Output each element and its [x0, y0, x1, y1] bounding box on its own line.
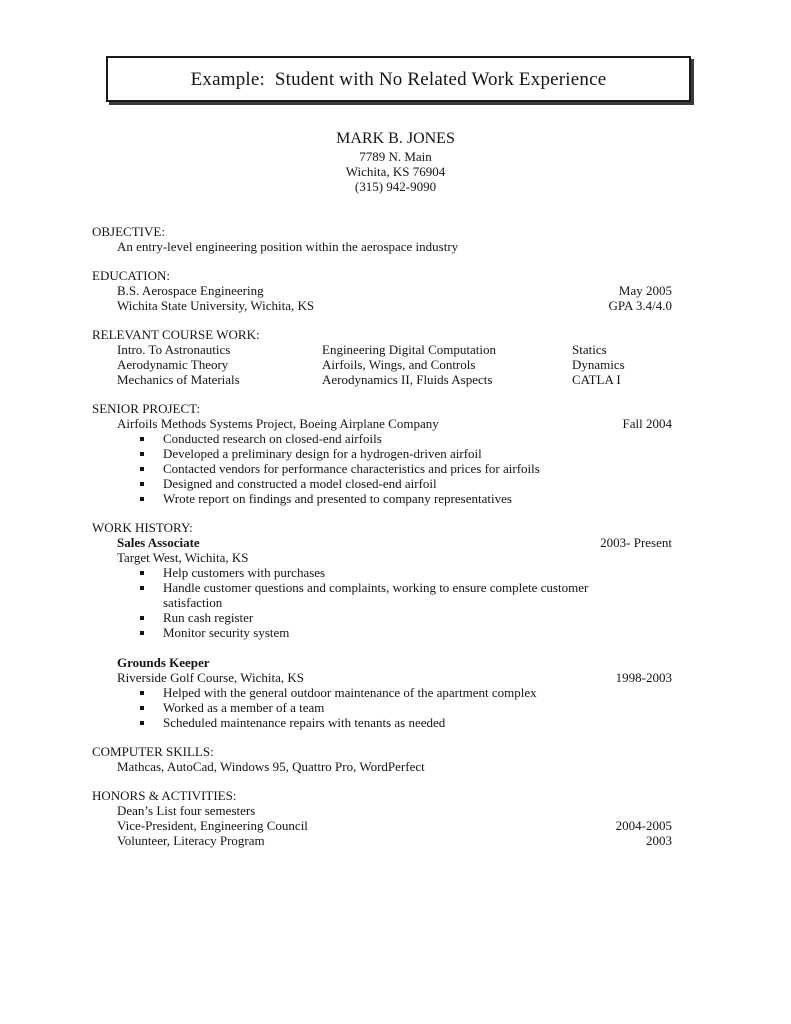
section-education	[92, 268, 672, 313]
honors-item-text: Volunteer, Literacy Program	[117, 833, 265, 848]
banner-box	[106, 56, 691, 102]
senior-project-title-row	[117, 416, 672, 431]
bullet-text: Wrote report on findings and presented to company representatives	[163, 491, 512, 506]
course-item: Intro. To Astronautics	[117, 342, 231, 357]
education-degree-date: May 2005	[618, 283, 672, 298]
contact-address-line2: Wichita, KS 76904	[345, 164, 446, 179]
list-item	[140, 446, 672, 461]
job-entry	[92, 655, 672, 730]
education-degree-row	[117, 283, 672, 298]
job-bullets	[92, 565, 672, 640]
list-item	[140, 715, 672, 730]
honors-item-row	[117, 833, 672, 848]
list-item	[140, 476, 672, 491]
section-coursework	[92, 327, 672, 387]
bullet-text: Run cash register	[163, 610, 254, 625]
section-computer-skills	[92, 744, 672, 774]
job-employer: Target West, Wichita, KS	[117, 550, 249, 565]
education-gpa: GPA 3.4/4.0	[608, 298, 672, 313]
list-item	[140, 580, 672, 610]
computer-skills-text: Mathcas, AutoCad, Windows 95, Quattro Pro, WordPerfect	[117, 759, 425, 774]
section-work-history	[92, 520, 672, 730]
objective-heading: OBJECTIVE:	[92, 224, 165, 239]
education-heading: EDUCATION:	[92, 268, 170, 283]
education-degree: B.S. Aerospace Engineering	[117, 283, 264, 298]
bullet-icon	[140, 706, 144, 710]
bullet-icon	[140, 721, 144, 725]
bullet-icon	[140, 631, 144, 635]
honors-item-date: 2004-2005	[615, 818, 672, 833]
senior-project-bullets	[92, 431, 672, 506]
honors-item-row	[117, 803, 672, 818]
bullet-text: Helped with the general outdoor maintenance of the apartment complex	[163, 685, 537, 700]
course-item: Airfoils, Wings, and Controls	[322, 357, 476, 372]
bullet-icon	[140, 571, 144, 575]
bullet-icon	[140, 482, 144, 486]
contact-name: MARK B. JONES	[336, 130, 455, 147]
banner-title: Example: Student with No Related Work Experience	[190, 68, 607, 90]
job-date: 1998-2003	[615, 670, 672, 685]
senior-project-title: Airfoils Methods Systems Project, Boeing Airplane Company	[117, 416, 439, 431]
section-objective	[92, 224, 672, 254]
list-item	[140, 431, 672, 446]
coursework-column-2	[322, 342, 572, 387]
bullet-text: Handle customer questions and complaints, working to ensure complete customer satisfaction	[163, 580, 589, 610]
bullet-text: Worked as a member of a team	[163, 700, 325, 715]
list-item	[140, 461, 672, 476]
computer-skills-heading: COMPUTER SKILLS:	[92, 744, 214, 759]
honors-item-date: 2003	[646, 833, 672, 848]
section-senior-project	[92, 401, 672, 506]
course-item: Mechanics of Materials	[117, 372, 240, 387]
course-item: Dynamics	[572, 357, 625, 372]
bullet-icon	[140, 616, 144, 620]
course-item: CATLA I	[572, 372, 621, 387]
objective-text: An entry-level engineering position within the aerospace industry	[117, 239, 459, 254]
bullet-text: Contacted vendors for performance characteristics and prices for airfoils	[163, 461, 540, 476]
job-entry	[92, 535, 672, 640]
job-title-row	[117, 535, 672, 550]
job-date: 2003- Present	[600, 535, 672, 550]
course-item: Statics	[572, 342, 607, 357]
coursework-heading: RELEVANT COURSE WORK:	[92, 327, 260, 342]
contact-block	[0, 129, 791, 194]
honors-item-text: Vice-President, Engineering Council	[117, 818, 308, 833]
senior-project-heading: SENIOR PROJECT:	[92, 401, 201, 416]
section-honors	[92, 788, 672, 848]
senior-project-date: Fall 2004	[622, 416, 672, 431]
honors-heading: HONORS & ACTIVITIES:	[92, 788, 237, 803]
honors-item-row	[117, 818, 672, 833]
coursework-columns	[117, 342, 672, 387]
bullet-icon	[140, 691, 144, 695]
bullet-icon	[140, 437, 144, 441]
contact-phone: (315) 942-9090	[354, 179, 437, 194]
list-item	[140, 491, 672, 506]
contact-address-line1: 7789 N. Main	[359, 149, 432, 164]
bullet-icon	[140, 586, 144, 590]
education-school: Wichita State University, Wichita, KS	[117, 298, 315, 313]
bullet-icon	[140, 452, 144, 456]
work-history-heading: WORK HISTORY:	[92, 520, 193, 535]
course-item: Aerodynamic Theory	[117, 357, 229, 372]
list-item	[140, 685, 672, 700]
coursework-column-1	[117, 342, 322, 387]
job-title: Sales Associate	[117, 535, 200, 550]
bullet-text: Conducted research on closed-end airfoils	[163, 431, 382, 446]
bullet-text: Designed and constructed a model closed-end airfoil	[163, 476, 437, 491]
list-item	[140, 565, 672, 580]
bullet-text: Developed a preliminary design for a hydrogen-driven airfoil	[163, 446, 482, 461]
bullet-text: Monitor security system	[163, 625, 290, 640]
job-bullets	[92, 685, 672, 730]
coursework-column-3	[572, 342, 672, 387]
bullet-icon	[140, 497, 144, 501]
course-item: Aerodynamics II, Fluids Aspects	[322, 372, 493, 387]
list-item	[140, 610, 672, 625]
honors-item-text: Dean’s List four semesters	[117, 803, 256, 818]
bullet-text: Scheduled maintenance repairs with tenants as needed	[163, 715, 446, 730]
course-item: Engineering Digital Computation	[322, 342, 497, 357]
job-title: Grounds Keeper	[117, 655, 210, 670]
list-item	[140, 625, 672, 640]
education-school-row	[117, 298, 672, 313]
job-employer-row	[117, 670, 672, 685]
job-employer: Riverside Golf Course, Wichita, KS	[117, 670, 304, 685]
list-item	[140, 700, 672, 715]
bullet-icon	[140, 467, 144, 471]
bullet-text: Help customers with purchases	[163, 565, 326, 580]
